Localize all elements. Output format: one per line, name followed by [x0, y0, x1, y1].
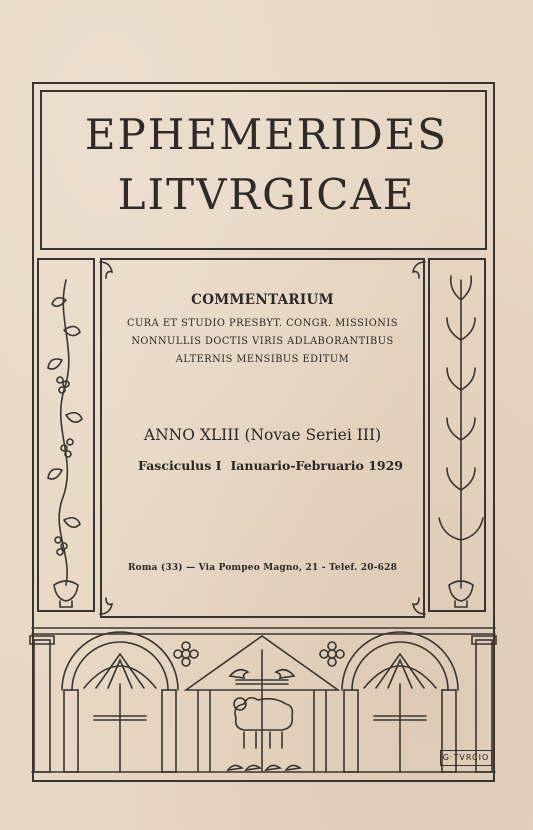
corner-curl-icon: [413, 598, 425, 614]
editorial-line-2: NONNULLIS DOCTIS VIRIS ADLABORANTIBUS: [131, 336, 394, 347]
dove-icon: [276, 670, 294, 678]
issue-date: Ianuario-Februario 1929: [230, 458, 403, 473]
commentarium-heading: COMMENTARIUM: [191, 292, 334, 308]
bird-icon: [246, 765, 260, 770]
corner-curl-icon: [413, 262, 425, 278]
wheat-icon: [439, 276, 483, 607]
rosette-icon: [320, 642, 344, 666]
cross-icon: [236, 650, 288, 772]
journal-title-line-1: EPHEMERIDES: [84, 110, 449, 159]
fasciculus-number: Fasciculus I: [138, 458, 222, 473]
bird-icon: [228, 765, 242, 770]
editorial-line-1: CURA ET STUDIO PRESBYT. CONGR. MISSIONIS: [127, 318, 398, 329]
publisher-address: Roma (33) — Via Pompeo Magno, 21 - Telef. 20-628: [127, 563, 398, 573]
editorial-line-3: ALTERNIS MENSIBUS EDITUM: [175, 354, 350, 365]
corner-curl-icon: [100, 598, 112, 614]
journal-title-line-2: LITVRGICAE: [117, 170, 416, 219]
bird-icon: [286, 765, 300, 770]
corner-curl-icon: [100, 262, 112, 278]
grapevine-icon: [48, 280, 82, 607]
rosette-icon: [174, 642, 198, 666]
cross-icon: [94, 684, 146, 772]
dove-icon: [230, 670, 248, 678]
column-icon: [30, 636, 54, 772]
bird-icon: [266, 765, 280, 770]
artist-signature: G·TVRCIO: [440, 750, 492, 766]
cross-icon: [374, 684, 426, 772]
lamb-icon: [234, 698, 292, 748]
volume-year: ANNO XLIII (Novae Seriei III): [143, 426, 382, 444]
